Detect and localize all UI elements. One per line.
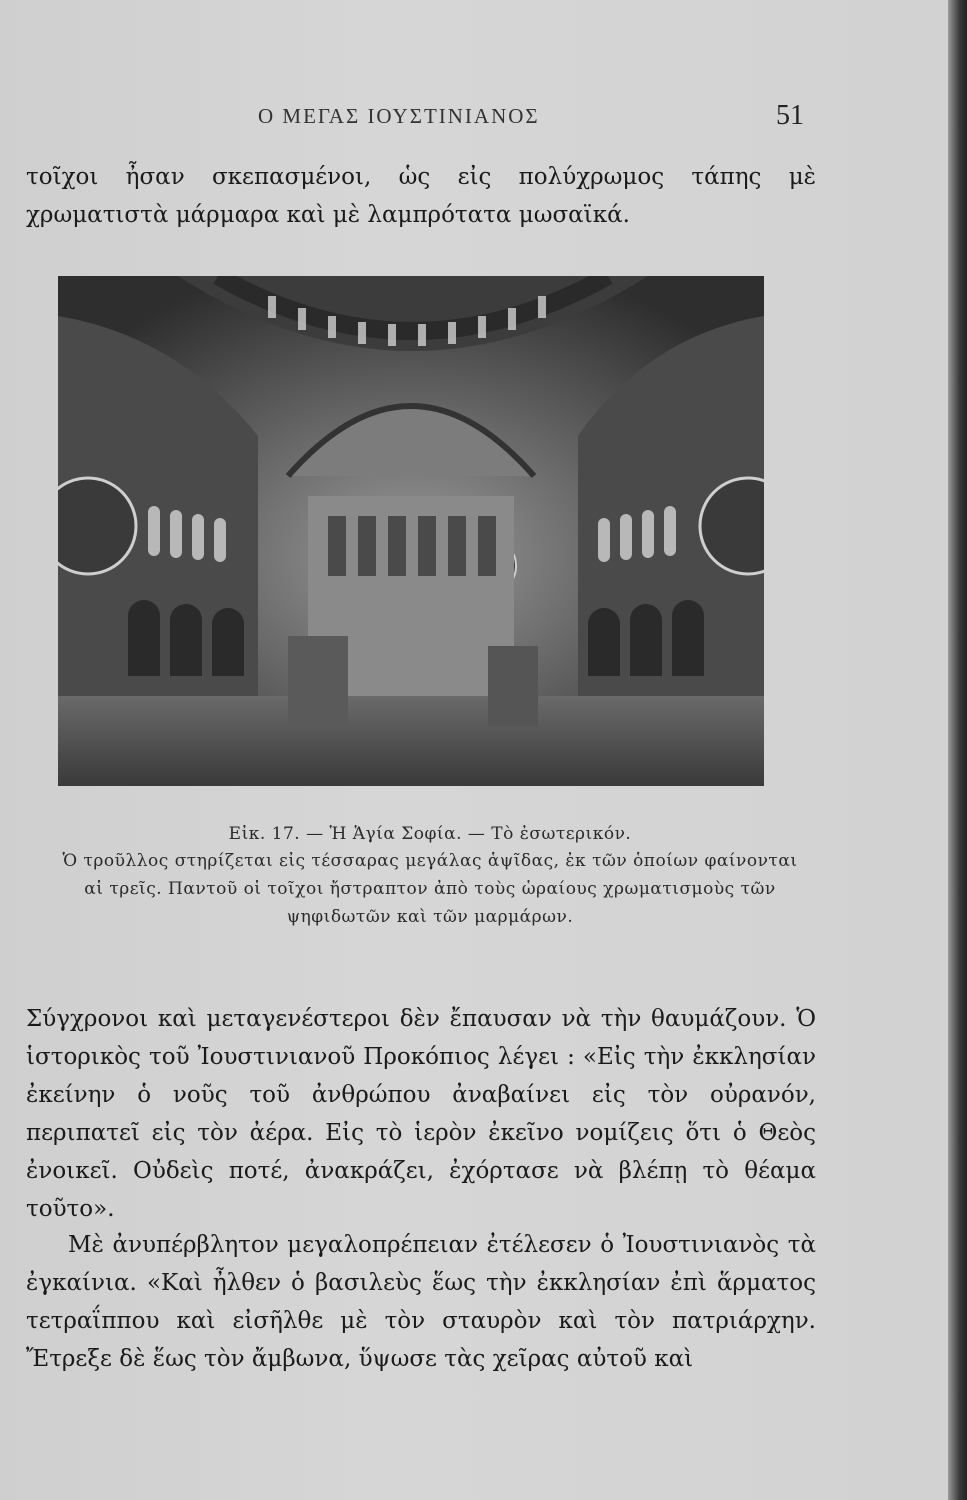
figure-caption-body: Ὁ τροῦλλος στηρίζεται εἰς τέσσαρας μεγάλας ἁψῖδας, ἐκ τῶν ὁποίων φαίνονται αἱ τρεῖς. Παντοῦ οἱ τοῖχοι ἤστραπτον ἀπὸ τοὺς ὡραίους χρωματισμοὺς τῶν ψηφιδωτῶν καὶ τῶν μαρμάρων. bbox=[62, 851, 798, 927]
running-title: Ο ΜΕΓΑΣ ΙΟΥΣΤΙΝΙΑΝΟΣ bbox=[258, 104, 540, 128]
figure-caption-title: Εἰκ. 17. — Ἡ Ἁγία Σοφία. — Τὸ ἐσωτερικόν. bbox=[228, 824, 632, 844]
page-edge-shadow bbox=[948, 0, 967, 1500]
photo-illustration bbox=[58, 276, 764, 786]
page-header bbox=[0, 100, 948, 140]
paragraph-inauguration: Μὲ ἀνυπέρβλητον μεγαλοπρέπειαν ἐτέλεσεν ὁ Ἰουστινιανὸς τὰ ἐγκαίνια. «Καὶ ἦλθεν ὁ βασιλεὺς ἕως τὴν ἐκκλησίαν ἐπὶ ἅρματος τετραΐππου καὶ εἰσῆλθε μὲ τὸν σταυρὸν καὶ τὸν πατριάρχην. Ἔτρεξε δὲ ἕως τὸν ἄμβωνα, ὕψωσε τὰς χεῖρας αὐτοῦ καὶ bbox=[26, 1232, 816, 1372]
page-number: 51 bbox=[776, 100, 804, 131]
paragraph-procopius-quote: Σύγχρονοι καὶ μεταγενέστεροι δὲν ἔπαυσαν νὰ τὴν θαυμάζουν. Ὁ ἱστορικὸς τοῦ Ἰουστινιανοῦ Προκόπιος λέγει : «Εἰς τὴν ἐκκλησίαν ἐκείνην ὁ νοῦς τοῦ ἀνθρώπου ἀναβαίνει εἰς τὸν οὐρανόν, περιπατεῖ εἰς τὸν ἀέρα. Εἰς τὸ ἱερὸν ἐκεῖνο νομίζεις ὅτι ὁ Θεὸς ἐνοικεῖ. Οὐδεὶς ποτέ, ἀνακράζει, ἐχόρτασε νὰ βλέπῃ τὸ θέαμα τοῦτο». bbox=[26, 1006, 816, 1222]
paragraph-continuation: τοῖχοι ἦσαν σκεπασμένοι, ὡς εἰς πολύχρωμος τάπης μὲ χρωματιστὰ μάρμαρα καὶ μὲ λαμπρότατα μωσαϊκά. bbox=[26, 164, 816, 228]
hagia-sophia-interior-photo bbox=[58, 276, 764, 786]
